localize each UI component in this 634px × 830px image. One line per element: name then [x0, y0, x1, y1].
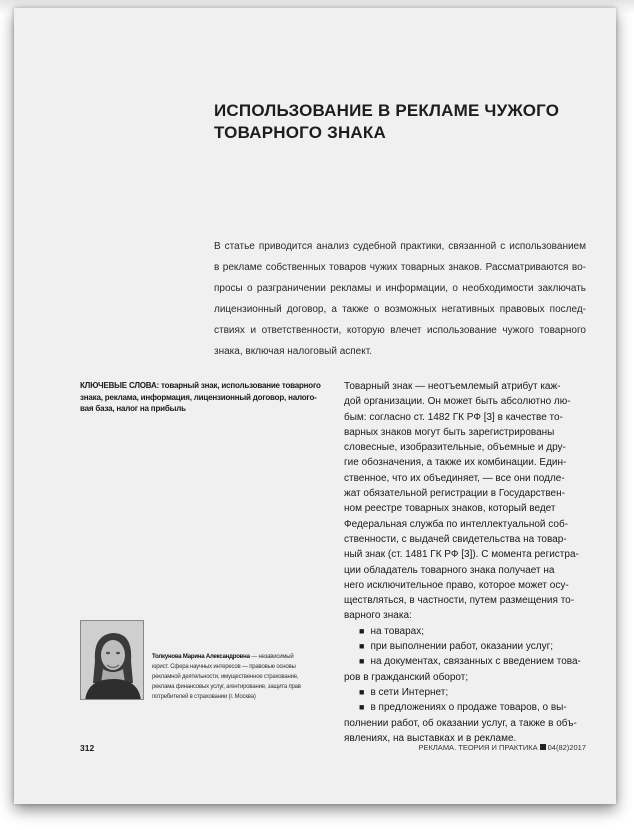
title-line: ИСПОЛЬЗОВАНИЕ В РЕКЛАМЕ ЧУЖОГО	[214, 101, 560, 120]
bullet-item: ■ в сети Интернет;	[344, 685, 594, 700]
keywords-line: вая база, налог на прибыль	[80, 404, 186, 413]
bio-text: — независимый	[249, 654, 294, 660]
body-line: ственное, что их объединяет, — все они подле-	[344, 472, 565, 484]
bio-line: потребителей в страховании (г. Москва)	[152, 694, 256, 700]
body-line: ции обладатель товарного знака получает на	[344, 564, 555, 576]
keywords-label: КЛЮЧЕВЫЕ СЛОВА:	[80, 381, 160, 390]
article-abstract	[214, 236, 586, 362]
body-line: жат обязательной регистрации в Государствен-	[344, 488, 565, 500]
bullet-item: ■ на товарах;	[344, 624, 594, 639]
body-line: дой организации. Он может быть абсолютно лю-	[344, 396, 571, 408]
body-line: варных знаков могут быть зарегистрированы	[344, 426, 555, 438]
bullet-item: ■ на документах, связанных с введением това-	[344, 654, 594, 669]
square-bullet-icon	[540, 744, 546, 750]
abstract-line: лицензионный договор, а также о возможных негативных правовых послед-	[214, 304, 586, 315]
abstract-line: просы о разграничении рекламы и информации, о необходимости заключать	[214, 283, 586, 294]
article-title	[214, 100, 594, 144]
body-line: ном реестре товарных знаков, который ведет	[344, 503, 556, 515]
bio-line: юрист. Сфера научных интересов — правовые основы	[152, 664, 296, 670]
body-line: ров в гражданский оборот;	[344, 671, 469, 683]
keywords-block	[80, 380, 330, 415]
body-line: явлениях, на выставках и в рекламе.	[344, 732, 517, 744]
body-line: ственности, с выдачей свидетельства на товар-	[344, 533, 567, 545]
journal-issue: 04(82)2017	[547, 743, 586, 752]
body-line: ный знак (ст. 1481 ГК РФ [3]). С момента регистра-	[344, 549, 579, 561]
title-line: ТОВАРНОГО ЗНАКА	[214, 123, 386, 142]
body-line: ществляться, в частности, путем размещения то-	[344, 595, 575, 607]
journal-footer	[419, 743, 586, 752]
abstract-line: знака, включая налоговый аспект.	[214, 346, 372, 357]
body-line: словесные, изобразительные, объемные и дру-	[344, 442, 566, 454]
author-bio	[152, 652, 332, 702]
body-line: бым: согласно ст. 1482 ГК РФ [3] в качестве то-	[344, 411, 563, 423]
author-name: Толкунова Марина Александровна	[152, 654, 250, 660]
keywords-line	[80, 380, 330, 392]
bullet-item: ■ в предложениях о продаже товаров, о вы-	[344, 700, 594, 715]
abstract-line: В статье приводится анализ судебной практики, связанной с использованием	[214, 241, 586, 252]
body-line: гие обозначения, а также их комбинации. Един-	[344, 457, 567, 469]
keywords-text: товарный знак, использование товарного	[159, 381, 321, 390]
author-photo	[80, 620, 144, 700]
author-portrait-image	[81, 621, 144, 700]
abstract-line: ствиях и ответственности, которую влечет использование чужого товарного	[214, 325, 586, 336]
body-line: полнении работ, об оказании услуг, а также в объ-	[344, 717, 577, 729]
article-body	[344, 379, 594, 746]
body-line: него исключительное право, которое может осу-	[344, 579, 569, 591]
body-line: варного знака:	[344, 610, 412, 622]
bio-line	[152, 652, 332, 662]
body-line: Товарный знак — неотъемлемый атрибут каж-	[344, 381, 561, 392]
bio-line: реклама финансовых услуг, агентирование, защита прав	[152, 684, 301, 690]
page-number: 312	[80, 743, 95, 753]
bullet-item: ■ при выполнении работ, оказании услуг;	[344, 639, 594, 654]
keywords-line: знака, реклама, информация, лицензионный договор, налого-	[80, 392, 317, 402]
body-line: Федеральная служба по интеллектуальной соб-	[344, 518, 569, 530]
abstract-line: в рекламе собственных товаров чужих товарных знаков. Рассматриваются во-	[214, 262, 586, 273]
bio-line: рекламной деятельности, имущественное страхование,	[152, 674, 299, 680]
journal-name: РЕКЛАМА. ТЕОРИЯ И ПРАКТИКА	[418, 743, 538, 752]
